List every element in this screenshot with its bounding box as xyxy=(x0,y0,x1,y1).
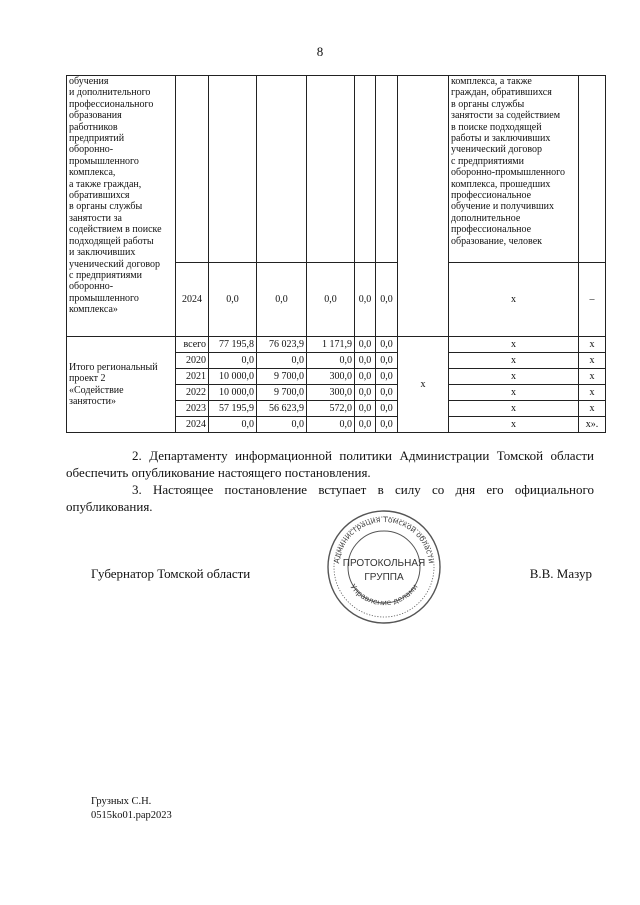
signature-position: Губернатор Томской области xyxy=(91,566,251,581)
text-line: с предприятиями xyxy=(69,269,142,281)
text-line: ученический договор xyxy=(451,144,542,156)
year-cell: 2020 xyxy=(176,353,209,369)
text-line: профессиональное xyxy=(451,190,532,202)
text-line: обучение и получивших xyxy=(451,201,555,213)
text-line: а также граждан, xyxy=(69,178,142,190)
text-line: с предприятиями xyxy=(451,155,524,167)
value-cell: 0,0 xyxy=(376,385,398,401)
value-cell: 0,0 xyxy=(209,353,257,369)
value-cell: 0,0 xyxy=(376,263,398,337)
value-cell: 0,0 xyxy=(376,353,398,369)
indicator-value-cell: х xyxy=(449,401,579,417)
indicator-cell xyxy=(449,76,579,263)
text-line: работников xyxy=(69,121,118,133)
svg-text:Управление делами: Управление делами xyxy=(348,582,420,608)
text-line: подходящей работы xyxy=(69,235,154,247)
text-line: профессионального xyxy=(69,98,154,110)
text-line: обучения xyxy=(69,76,109,87)
last-cell: х xyxy=(579,401,606,417)
svg-text:Администрация Томской области: Администрация Томской области xyxy=(332,514,436,564)
table-row xyxy=(67,76,606,263)
text-line: и заключивших xyxy=(69,247,136,259)
value-cell: 0,0 xyxy=(376,369,398,385)
value-cell: 0,0 xyxy=(355,417,376,433)
value-cell: 9 700,0 xyxy=(257,385,307,401)
text-line: промышленного xyxy=(69,155,139,167)
value-cell: 572,0 xyxy=(307,401,355,417)
value-cell: 1 171,9 xyxy=(307,337,355,353)
text-line: «Содействие xyxy=(69,384,124,396)
text-line: комплекса, xyxy=(69,167,116,179)
text-line: в органы службы xyxy=(69,201,143,213)
indicator-value-cell: х xyxy=(449,385,579,401)
value-cell: 0,0 xyxy=(209,263,257,337)
value-cell: 0,0 xyxy=(307,417,355,433)
value-cell: 0,0 xyxy=(209,417,257,433)
text-line: в поиске подходящей xyxy=(451,121,542,133)
value-cell: 56 623,9 xyxy=(257,401,307,417)
last-cell: х xyxy=(579,369,606,385)
last-cell: – xyxy=(579,263,606,337)
text-line: содействием в поиске xyxy=(69,224,162,236)
year-cell: 2024 xyxy=(176,417,209,433)
text-line: граждан, обратившихся xyxy=(451,87,552,99)
value-cell: 0,0 xyxy=(257,353,307,369)
year-cell: 2021 xyxy=(176,369,209,385)
text-line: образования xyxy=(69,110,122,122)
value-cell: 10 000,0 xyxy=(209,385,257,401)
text-line: оборонно-промышленного xyxy=(451,167,566,179)
value-cell: 0,0 xyxy=(376,417,398,433)
paragraph-3: 3. Настоящее постановление вступает в силу со дня его официального опубликования. xyxy=(66,482,594,514)
page-number: 8 xyxy=(316,44,324,59)
value-cell: 76 023,9 xyxy=(257,337,307,353)
text-line: работы и заключивших xyxy=(451,133,551,145)
value-cell: 57 195,9 xyxy=(209,401,257,417)
year-cell: 2022 xyxy=(176,385,209,401)
value-cell: 0,0 xyxy=(257,417,307,433)
text-line: занятости за содействием xyxy=(451,110,561,122)
indicator-value-cell: х xyxy=(449,337,579,353)
year-cell: 2024 xyxy=(176,263,209,337)
stamp-seal xyxy=(325,508,443,626)
footer-author: Грузных С.Н. xyxy=(91,796,152,807)
indicator-value-cell: х xyxy=(449,353,579,369)
value-cell: 0,0 xyxy=(355,337,376,353)
value-cell: 9 700,0 xyxy=(257,369,307,385)
indicator-value-cell: х xyxy=(449,417,579,433)
measure-name-cell xyxy=(67,76,176,337)
indicator-value-cell: х xyxy=(449,369,579,385)
value-cell: 300,0 xyxy=(307,385,355,401)
svg-text:ПРОТОКОЛЬНАЯ: ПРОТОКОЛЬНАЯ xyxy=(342,558,426,569)
text-line: оборонно- xyxy=(69,281,114,293)
text-line: и дополнительного xyxy=(69,87,151,99)
merged-x-cell: х xyxy=(398,337,449,433)
value-cell: 0,0 xyxy=(257,263,307,337)
text-line: дополнительное xyxy=(451,212,521,224)
budget-table xyxy=(66,75,606,433)
indicator-value-cell: х xyxy=(449,263,579,337)
value-cell: 0,0 xyxy=(355,369,376,385)
text-line: профессиональное xyxy=(451,224,532,236)
text-line: комплекса» xyxy=(69,304,118,316)
year-cell: 2023 xyxy=(176,401,209,417)
text-line: комплекса, прошедших xyxy=(451,178,551,190)
year-cell: всего xyxy=(176,337,209,353)
value-cell: 300,0 xyxy=(307,369,355,385)
text-line: занятости за xyxy=(69,212,122,224)
table-row xyxy=(67,337,606,353)
text-line: образование, человек xyxy=(451,235,543,247)
footer-code: 0515ko01.pap2023 xyxy=(91,810,172,821)
text-line: оборонно- xyxy=(69,144,114,156)
value-cell: 0,0 xyxy=(355,353,376,369)
last-cell: х». xyxy=(579,417,606,433)
svg-text:ГРУППА: ГРУППА xyxy=(364,572,404,583)
text-line: занятости» xyxy=(69,395,116,407)
text-line: проект 2 xyxy=(69,373,106,385)
value-cell: 0,0 xyxy=(307,353,355,369)
last-cell: х xyxy=(579,385,606,401)
value-cell: 10 000,0 xyxy=(209,369,257,385)
signature-name: В.В. Мазур xyxy=(529,566,592,581)
text-line: промышленного xyxy=(69,292,139,304)
last-cell: х xyxy=(579,353,606,369)
value-cell: 0,0 xyxy=(307,263,355,337)
text-line: обратившихся xyxy=(69,190,130,202)
text-line: в органы службы xyxy=(451,98,525,110)
text-line: комплекса, а также xyxy=(451,76,532,87)
paragraph-2: 2. Департаменту информационной политики Администрации Томской области обеспечить опубликование настоящего постановления. xyxy=(66,448,594,480)
value-cell: 0,0 xyxy=(355,263,376,337)
value-cell: 0,0 xyxy=(355,401,376,417)
text-line: Итого региональный xyxy=(69,361,158,373)
value-cell: 0,0 xyxy=(376,337,398,353)
text-line: предприятий xyxy=(69,133,125,145)
value-cell: 77 195,8 xyxy=(209,337,257,353)
text-line: ученический договор xyxy=(69,258,160,270)
value-cell: 0,0 xyxy=(355,385,376,401)
last-cell: х xyxy=(579,337,606,353)
value-cell: 0,0 xyxy=(376,401,398,417)
itogo-label-cell xyxy=(67,337,176,433)
